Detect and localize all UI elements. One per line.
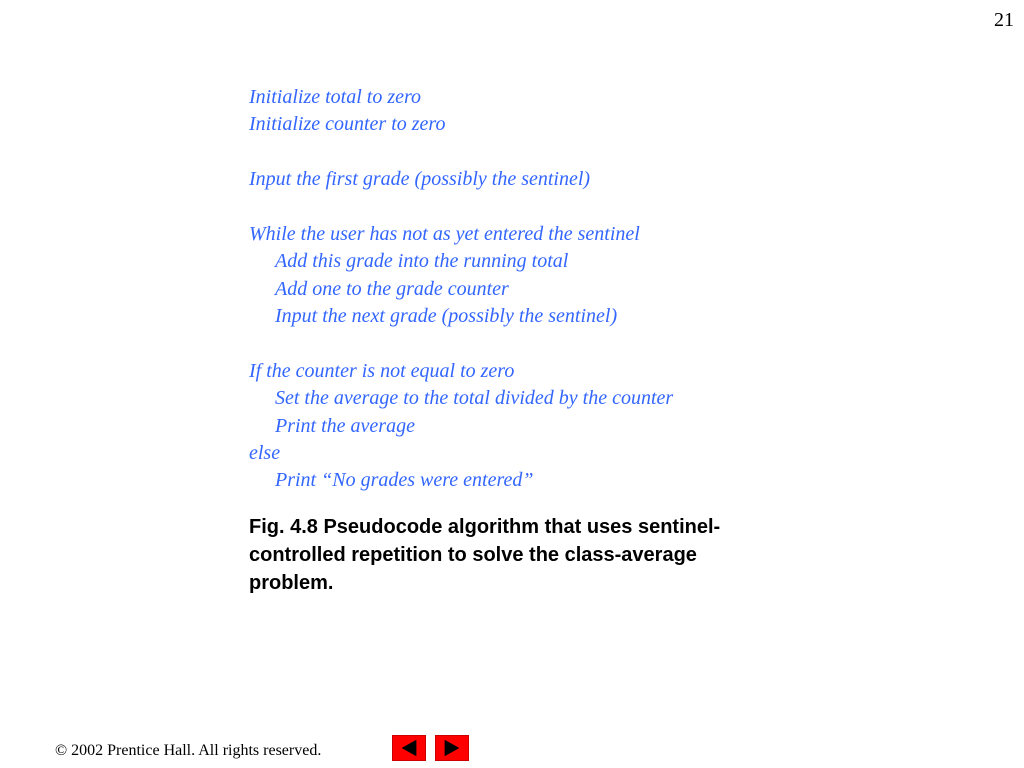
- arrow-right-icon: [436, 736, 468, 760]
- pseudocode-line: Print “No grades were entered”: [275, 469, 534, 492]
- pseudocode-line: [249, 194, 673, 221]
- page-number: 21: [994, 9, 1014, 31]
- previous-slide-button[interactable]: [392, 735, 426, 761]
- pseudocode-line: If the counter is not equal to zero: [249, 359, 515, 382]
- pseudocode-line: [249, 139, 673, 166]
- pseudocode-line: Initialize total to zero: [249, 86, 422, 108]
- pseudocode-line: else: [249, 442, 281, 465]
- copyright-notice: © 2002 Prentice Hall. All rights reserved.: [55, 742, 322, 759]
- pseudocode-line: [249, 331, 673, 358]
- pseudocode-line: Input the first grade (possibly the sentinel): [249, 168, 591, 191]
- next-slide-button[interactable]: [435, 735, 469, 761]
- pseudocode-line: Print the average: [275, 414, 415, 437]
- arrow-left-icon: [393, 736, 425, 760]
- pseudocode-line: Add one to the grade counter: [275, 277, 509, 300]
- pseudocode-line: Input the next grade (possibly the sentinel): [275, 305, 618, 328]
- pseudocode-line: Initialize counter to zero: [249, 113, 446, 136]
- pseudocode-line: While the user has not as yet entered the sentinel: [249, 222, 640, 245]
- pseudocode-line: Add this grade into the running total: [275, 250, 569, 273]
- pseudocode-line: Set the average to the total divided by the counter: [275, 387, 674, 410]
- pseudocode-block: [249, 84, 673, 495]
- figure-caption: Fig. 4.8 Pseudocode algorithm that uses sentinel-controlled repetition to solve the class-average problem.: [249, 516, 721, 594]
